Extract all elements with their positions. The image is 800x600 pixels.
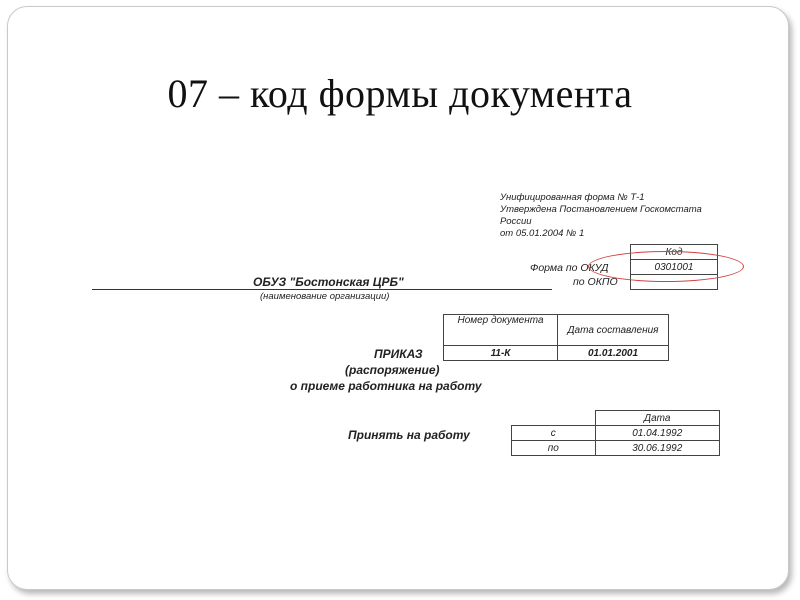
order-title: ПРИКАЗ <box>374 347 423 361</box>
code-header: Код <box>631 245 718 260</box>
slide-title: 07 – код формы документа <box>167 71 633 116</box>
organization-caption: (наименование организации) <box>260 291 390 302</box>
document-image <box>48 170 743 482</box>
okud-label: Форма по ОКУД <box>530 262 609 274</box>
organization-name: ОБУЗ "Бостонская ЦРБ" <box>253 275 404 289</box>
hire-label: Принять на работу <box>348 428 470 442</box>
order-about: о приеме работника на работу <box>290 379 482 393</box>
to-label: по <box>512 441 596 456</box>
order-table <box>443 314 669 361</box>
unified-form-line-2: Утверждена Постановлением Госкомстата <box>500 204 702 215</box>
unified-form-line-3: России <box>500 216 532 227</box>
docnum-value: 11-К <box>444 346 558 361</box>
date-header: Дата составления <box>558 315 669 346</box>
okpo-label: по ОКПО <box>573 276 618 288</box>
period-table <box>511 410 720 456</box>
unified-form-line-1: Унифицированная форма № Т-1 <box>500 192 645 203</box>
docnum-header: Номер документа <box>444 315 558 346</box>
date-value: 01.01.2001 <box>558 346 669 361</box>
period-header: Дата <box>595 411 720 426</box>
order-subtitle: (распоряжение) <box>345 363 440 377</box>
from-value: 01.04.1992 <box>595 426 720 441</box>
unified-form-line-4: от 05.01.2004 № 1 <box>500 228 585 239</box>
organization-underline <box>92 289 552 290</box>
okud-value: 0301001 <box>631 260 718 275</box>
from-label: с <box>512 426 596 441</box>
highlight-oval <box>588 251 744 282</box>
to-value: 30.06.1992 <box>595 441 720 456</box>
period-blank <box>512 411 596 426</box>
